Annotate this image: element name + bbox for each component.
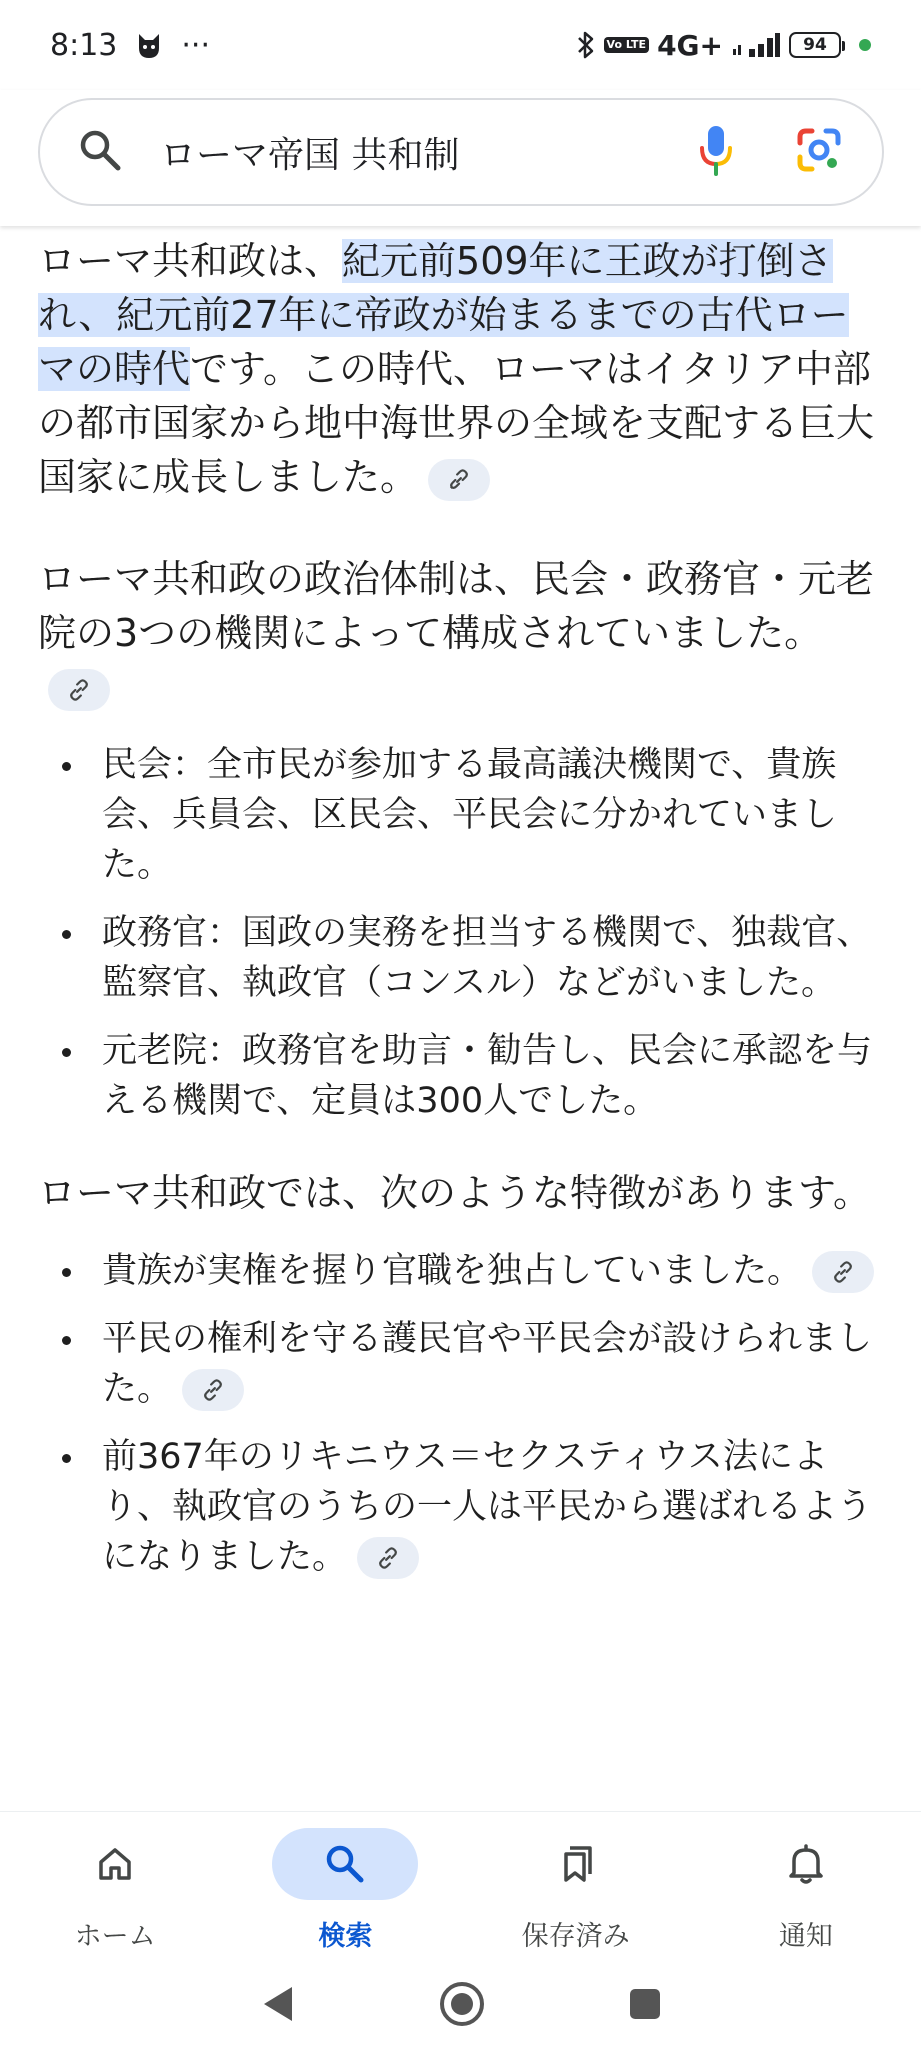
volte-badge: Vo LTE xyxy=(604,37,650,53)
link-icon xyxy=(448,469,470,491)
paragraph-political-system xyxy=(38,552,883,714)
network-type: 4G+ xyxy=(657,28,723,62)
nav-icon-container xyxy=(272,1828,418,1900)
nav-search[interactable] xyxy=(230,1812,460,1959)
institutions-list xyxy=(38,740,883,1126)
list-item-text: 前367年のリキニウス＝セクスティウス法により、執政官のうちの一人は平民から選ばれるようになりました。 xyxy=(102,1437,873,1577)
paragraph-roman-republic-intro xyxy=(38,234,883,504)
list-item: 民会：全市民が参加する最高議決機関で、貴族会、兵員会、区民会、平民会に分かれていました。 xyxy=(38,740,883,890)
search-input[interactable]: ローマ帝国 共和制 xyxy=(160,134,460,176)
list-item xyxy=(38,1432,883,1582)
saved-collections-icon xyxy=(556,1844,596,1884)
home-button-icon[interactable] xyxy=(438,1980,486,2028)
ai-overview-content xyxy=(0,226,921,1811)
privacy-indicator-dot xyxy=(859,39,871,51)
link-icon xyxy=(832,1261,854,1283)
nav-notifications[interactable] xyxy=(691,1812,921,1959)
nav-icon-container xyxy=(42,1828,188,1900)
nav-icon-container xyxy=(733,1828,879,1900)
features-list xyxy=(38,1246,883,1582)
bottom-navigation xyxy=(0,1811,921,1959)
more-notifications-indicator: ··· xyxy=(181,27,210,63)
cat-notification-icon xyxy=(135,30,163,60)
source-link-chip[interactable] xyxy=(48,669,110,711)
voice-search-mic-icon[interactable] xyxy=(698,124,734,180)
link-icon xyxy=(202,1379,224,1401)
list-item: 政務官：国政の実務を担当する機関で、独裁官、監察官、執政官（コンスル）などがいました。 xyxy=(38,908,883,1008)
bluetooth-icon xyxy=(576,29,596,61)
source-link-chip[interactable] xyxy=(182,1369,244,1411)
back-icon[interactable] xyxy=(258,1983,298,2025)
link-icon xyxy=(377,1547,399,1569)
bell-icon xyxy=(786,1843,826,1885)
home-icon xyxy=(95,1844,135,1884)
list-item-text: 平民の権利を守る護民官や平民会が設けられました。 xyxy=(102,1319,873,1409)
google-lens-icon[interactable] xyxy=(796,127,842,177)
source-link-chip[interactable] xyxy=(428,459,490,501)
search-icon xyxy=(78,128,122,176)
nav-label: ホーム xyxy=(74,1921,156,1952)
list-item-text: 貴族が実権を握り官職を独占していました。 xyxy=(102,1251,803,1291)
nav-label: 保存済み xyxy=(521,1921,630,1952)
list-item xyxy=(38,1314,883,1414)
nav-saved[interactable] xyxy=(461,1812,691,1959)
paragraph-features: ローマ共和政では、次のような特徴があります。 xyxy=(38,1171,871,1215)
search-header xyxy=(0,90,921,226)
status-time: 8:13 xyxy=(50,27,118,63)
source-link-chip[interactable] xyxy=(812,1251,874,1293)
system-navigation-bar xyxy=(0,1959,921,2048)
p2-text: ローマ共和政の政治体制は、民会・政務官・元老院の3つの機関によって構成されていました。 xyxy=(38,557,875,655)
source-link-chip[interactable] xyxy=(357,1537,419,1579)
battery-indicator: 94 xyxy=(789,32,841,58)
nav-icon-container xyxy=(503,1828,649,1900)
highlighted-text[interactable]: 紀元前509年に王政が打倒され、紀元前27年に帝政が始まるまでの古代ローマの時代 xyxy=(38,239,849,391)
link-icon xyxy=(68,679,90,701)
recents-icon[interactable] xyxy=(626,1985,664,2023)
signal-strength-icon xyxy=(731,31,781,59)
p1-post: です。この時代、ローマはイタリア中部の都市国家から地中海世界の全域を支配する巨大国家に成長しました。 xyxy=(38,347,875,499)
status-bar xyxy=(0,0,921,90)
p1-pre: ローマ共和政は、 xyxy=(38,239,343,283)
list-item xyxy=(38,1246,883,1296)
nav-home[interactable] xyxy=(0,1812,230,1959)
nav-label: 検索 xyxy=(318,1921,373,1952)
search-icon xyxy=(324,1843,366,1885)
nav-label: 通知 xyxy=(778,1921,833,1952)
search-box[interactable] xyxy=(38,98,884,206)
list-item: 元老院：政務官を助言・勧告し、民会に承認を与える機関で、定員は300人でした。 xyxy=(38,1026,883,1126)
